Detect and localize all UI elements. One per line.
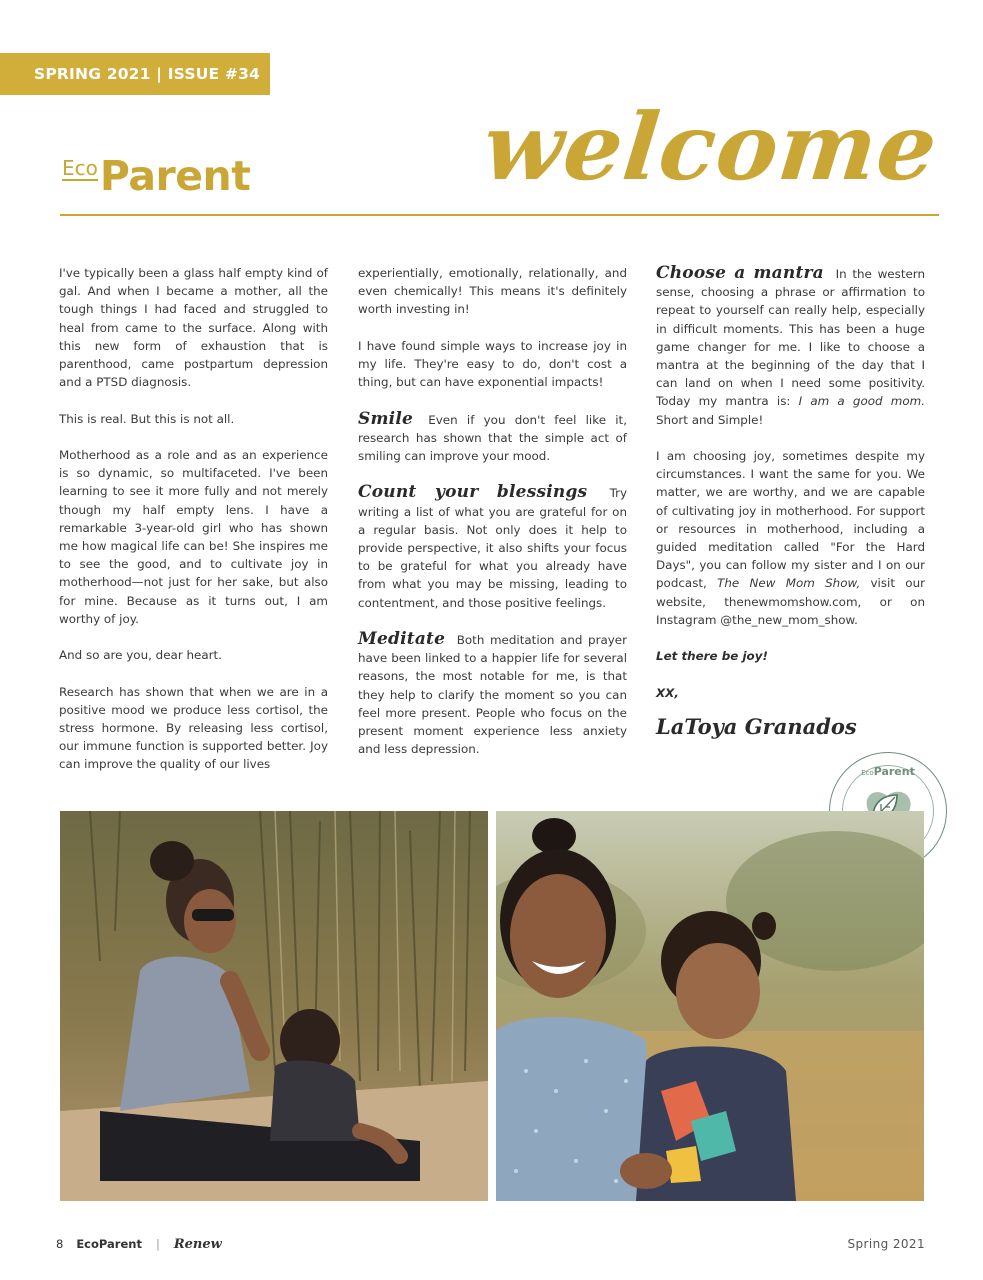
article-column-3 (656, 263, 926, 740)
mantra-end: Short and Simple! (656, 412, 764, 427)
tip-heading-mantra: Choose a mantra (656, 263, 824, 283)
logo-parent-text: Parent (99, 152, 251, 200)
welcome-headline: welcome (478, 93, 943, 201)
paragraph: This is real. But this is not all. (59, 411, 235, 426)
paragraph: Motherhood as a role and as an experience is so dynamic, so multifaceted. I've been learning to see it more fully and not merely though my half empty lens. I have a remarkable 3-year-old girl who has shown me how magical life can be! She inspires me to see the good, and to cultivate joy in motherhood—not just for her sake, but also for mine. Because as it turns out, I am worthy of joy. (59, 448, 328, 626)
header-divider (60, 214, 939, 216)
paragraph-text: I am choosing joy, sometimes despite my circumstances. I want the same for you. We matter, we are worthy, and we are capable of cultivating joy in motherhood. For support or resources in motherhood, including a guided meditation called "For the Hard Days", you can follow my sister and I on our podcast, (656, 449, 925, 591)
footer-separator: | (155, 1237, 160, 1251)
article-column-2 (358, 264, 627, 777)
ecoparent-logo (62, 152, 251, 200)
paragraph (656, 447, 925, 629)
photo-mother-holding-child (496, 811, 924, 1201)
tip-heading-meditate: Meditate (358, 629, 446, 649)
paragraph: experientially, emotionally, relationally, and even chemically! This means it's definitely worth investing in! (358, 266, 627, 317)
photo-mother-child-sitting (60, 811, 488, 1201)
paragraph: I've typically been a glass half empty kind of gal. And when I became a mother, all the tough things I had faced and struggled to heal from came to the surface. Along with this new form of exhaustion that is parenthood, came postpartum depression and a PTSD diagnosis. (59, 266, 328, 390)
footer-brand: EcoParent (76, 1237, 142, 1251)
paragraph: Research has shown that when we are in a positive mood we produce less cortisol, the stress hormone. By releasing less cortisol, our immune function is supported better. Joy can improve the quality of our lives (59, 684, 328, 772)
tip-text: Even if you don't feel like it, research has shown that the simple act of smiling can improve your mood. (358, 412, 627, 463)
footer-section: Renew (173, 1237, 222, 1252)
issue-label: SPRING 2021 | ISSUE #34 (34, 65, 261, 83)
badge-eco-text: Eco (861, 769, 874, 777)
badge-parent-text: Parent (873, 765, 915, 778)
author-signature: LaToya Granados (656, 714, 857, 740)
closing-line: Let there be joy! (656, 649, 768, 664)
page-number: 8 (56, 1237, 64, 1251)
article-column-1 (59, 264, 328, 792)
paragraph: And so are you, dear heart. (59, 648, 222, 663)
podcast-name: The New Mom Show, (717, 576, 861, 591)
tip-heading-smile: Smile (358, 408, 413, 429)
paragraph: I have found simple ways to increase joy in my life. They're easy to do, don't cost a thing, but can have exponential impacts! (358, 338, 627, 390)
badge-logo (830, 765, 946, 778)
tip-text: In the western sense, choosing a phrase or affirmation to repeat to yourself can really help, especially in difficult moments. This has been a huge game changer for me. I like to choose a mantra at the beginning of the day that I can land on when I need some positivity. Today my mantra is: (656, 267, 926, 409)
mantra-quote: I am a good mom. (798, 394, 926, 409)
tip-blessings (358, 483, 627, 611)
sign-off: XX, (656, 685, 679, 700)
tip-mantra (656, 264, 925, 429)
paragraph-text: visit our website, thenewmomshow.com, or on Instagram @the_new_mom_show. (656, 576, 925, 627)
tip-heading-blessings: Count your blessings (358, 482, 588, 503)
footer-season: Spring 2021 (847, 1237, 925, 1251)
tip-text: Try writing a list of what you are grateful for on a regular basis. Not only does it help to provide perspective, it also shifts your focus to be grateful for what you already have from what you may be missing, leading to contentment, and those positive feelings. (358, 486, 628, 610)
page-footer (56, 1237, 222, 1252)
tip-text: Both meditation and prayer have been linked to a happier life for several reasons, the most notable for me, is that they help to clarify the moment so you can feel more present. People who focus on the present moment experience less anxiety and less depression. (358, 633, 627, 757)
tip-meditate (358, 630, 627, 758)
issue-banner (0, 53, 270, 95)
tip-smile (358, 410, 627, 466)
logo-eco-text: Eco (62, 156, 98, 180)
